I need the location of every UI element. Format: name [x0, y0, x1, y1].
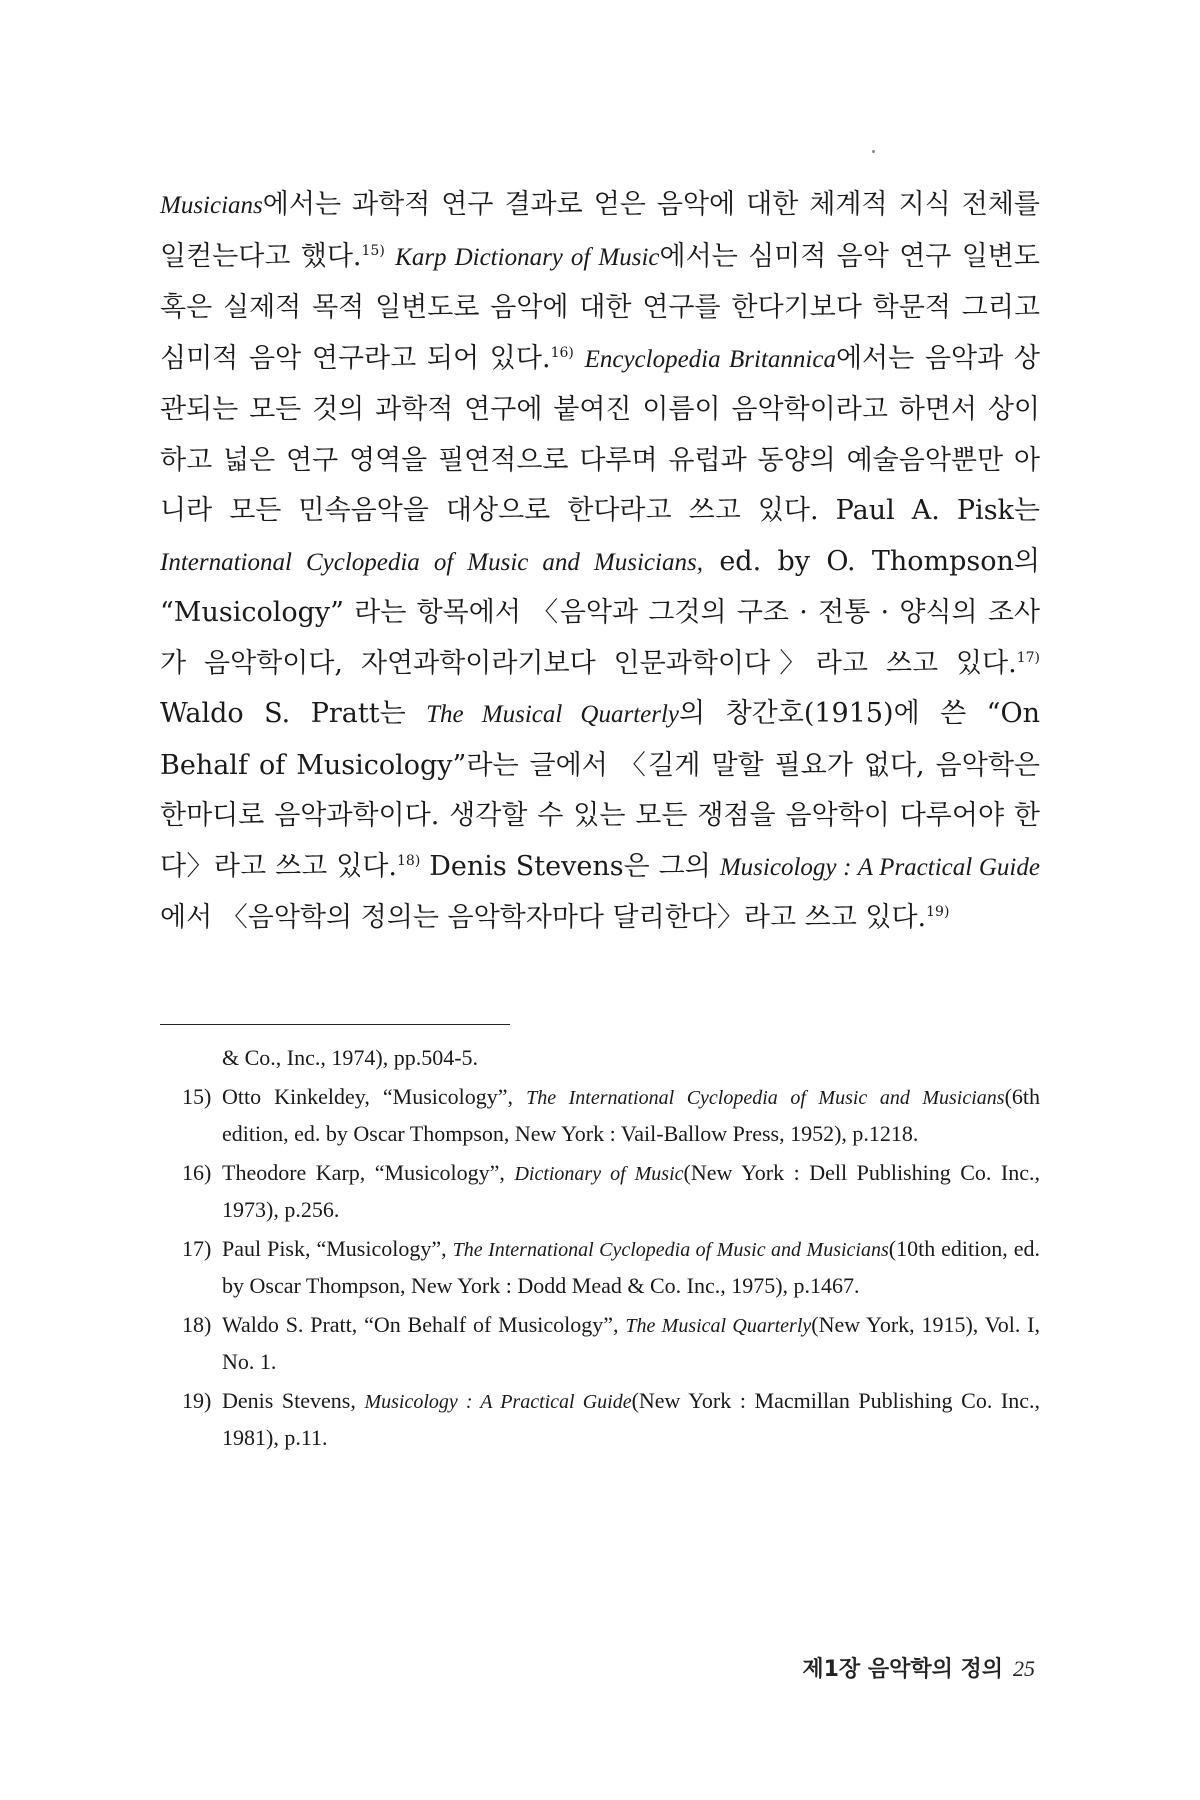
- text-run: 에서는 과학적 연구 결과로 얻은 음악에 대한 체계적 지식 전체를 일컫는다고 했다.: [160, 189, 1040, 272]
- page-number: 25: [1013, 1656, 1035, 1681]
- footnote-16: 16) Theodore Karp, “Musicology”, Dictionary of Music(New York : Dell Publishing Co. Inc., 1973), p.256.: [182, 1159, 1040, 1222]
- footnote-ref-15: 15): [361, 242, 385, 259]
- footnote-17: 17) Paul Pisk, “Musicology”, The International Cyclopedia of Music and Musicians(10th edition, ed. by Oscar Thompson, New York : Dodd Mead & Co. Inc., 1975), p.1467.: [182, 1235, 1041, 1298]
- text-run: 의 창간호(1915)에 쓴 “On Behalf of Musicology”라는 글에서 〈길게 말할 필요가 없다, 음악학은 한마디로 음악과학이다. 생각할 수 있는 모든 쟁점을 음악학이 다루어야 한다〉라고 쓰고 있다.: [160, 698, 1040, 882]
- title-italic: International Cyclopedia of Music and Musicians,: [160, 548, 703, 576]
- text-run: Waldo S. Pratt는: [160, 698, 406, 729]
- text-run: 에서는 심미적 음악 연구 일변도 혹은 실제적 목적 일변도로 음악에 대한 연구를 한다기보다 학문적 그리고 심미적 음악 연구라고 되어 있다.: [160, 240, 1040, 374]
- running-footer-chapter: 제1장 음악학의 정의: [802, 1657, 1003, 1682]
- title-italic: The Musical Quarterly: [426, 701, 680, 728]
- footnote-ref-19: 19): [926, 904, 950, 920]
- footnote-divider: [160, 1024, 510, 1025]
- title-italic: Musicology : A Practical Guide: [719, 853, 1040, 881]
- title-italic: Musicians: [160, 192, 263, 219]
- footnote-15: 15) Otto Kinkeldey, “Musicology”, The International Cyclopedia of Music and Musicians(6th edition, ed. by Oscar Thompson, New York : Vail-Ballow Press, 1952), p.1218.: [182, 1083, 1041, 1146]
- text-run: 에서 〈음악학의 정의는 음악학자마다 달리한다〉라고 쓰고 있다.: [160, 902, 927, 933]
- page-footer: [802, 1652, 1035, 1683]
- footnote-19: 19) Denis Stevens, Musicology : A Practical Guide(New York : Macmillan Publishing Co. Inc., 1981), p.11.: [182, 1387, 1040, 1450]
- title-italic: Karp Dictionary of Music: [395, 243, 660, 271]
- footnote-ref-18: 18): [397, 852, 421, 869]
- title-italic: Encyclopedia Britannica: [584, 345, 836, 373]
- footnote-ref-16: 16): [550, 344, 574, 361]
- body-paragraph: [160, 180, 1040, 944]
- text-run: 에서는 음악과 상관되는 모든 것의 과학적 연구에 붙여진 이름이 음악학이라고 하면서 상이하고 넓은 연구 영역을 필연적으로 다루며 유럽과 동양의 예술음악뿐만 아니라 모든 민속음악을 대상으로 한다라고 쓰고 있다. Paul A. Pisk는: [160, 342, 1040, 526]
- print-speck: [872, 150, 875, 153]
- footnote-ref-17: 17): [1016, 649, 1040, 666]
- text-run: Denis Stevens은 그의: [429, 850, 711, 882]
- text-run: ed. by O. Thompson의 “Musicology” 라는 항목에서 〈음악과 그것의 구조 · 전통 · 양식의 조사가 음악학이다, 자연과학이라기보다 인문과학이다〉라고 쓰고 있다.: [160, 545, 1041, 679]
- footnote-18: 18) Waldo S. Pratt, “On Behalf of Musicology”, The Musical Quarterly(New York, 1915), Vol. I, No. 1.: [182, 1311, 1041, 1374]
- footnotes: [160, 1040, 1040, 1459]
- footnote-continuation: & Co., Inc., 1974), pp.504-5.: [222, 1045, 479, 1070]
